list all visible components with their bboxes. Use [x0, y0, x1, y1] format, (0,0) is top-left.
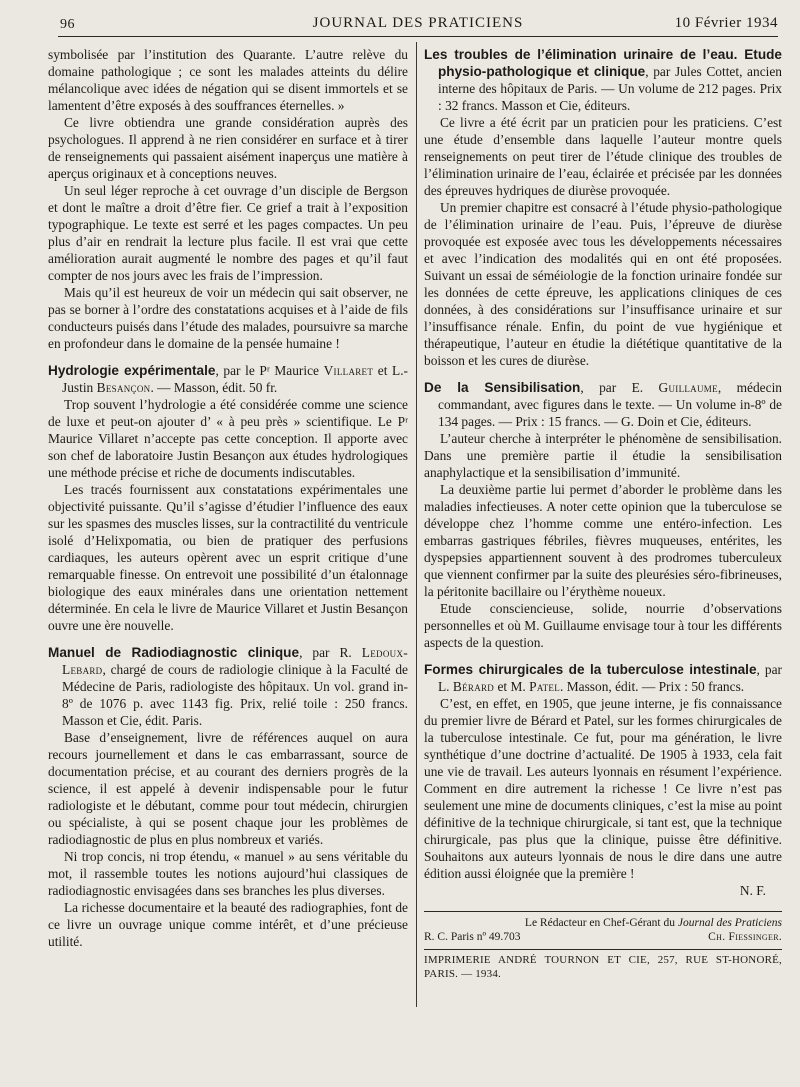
book-title: Manuel de Radiodiagnostic clinique: [48, 645, 300, 660]
column-divider: [416, 42, 417, 1007]
author-name: Bérard: [452, 679, 495, 694]
review-paragraph: symbolisée par l’institution des Quarante. L’autre relève du domaine pathologique ; ce sont les malades atteints du délire mélancolique avec idées de négation qui se disent immortels et se lamentent d’être exposés à des souffrances éternelles. »: [48, 47, 408, 113]
review-paragraph: Etude consciencieuse, solide, nourrie d’observations personnelles et où M. Guillaume envisage tour à tour les différents aspects de la question.: [424, 601, 782, 650]
book-title: Formes chirurgicales de la tuberculose intestinale: [424, 662, 757, 677]
author-name: Besançon: [96, 380, 151, 395]
review-paragraph: La deuxième partie lui permet d’aborder le problème dans les maladies infectieuses. A noter cette opinion que la tuberculose se développe chez l’homme comme une entéro-infection. Les embarras gastriques fébriles, fièvres muqueuses, entérites, les dyspepsies appartiennent souvent à des prodromes tuberculeux que viennent confirmer par la suite des pleurésies séro-fibrineuses, la péritonite bacillaire ou l’érythème noueux.: [424, 482, 782, 599]
review-paragraph: Un premier chapitre est consacré à l’étude physio-pathologique de l’élimination urinaire de l’eau. Puis, l’épreuve de diurèse provoquée est exposée avec tous les développements nécessaires et avec l’indication des modalités qui en ont été proposées. Suivant un essai de séméiologie de la fonction urinaire fondée sur les données de cette épreuve, les applications cliniques de ces données, à des considérations sur l’insuffisance urinaire et sur l’insuffisance rénale. Enfin, du point de vue hygiénique et thérapeutique, l’auteur en étudie la diététique quantitative de la boisson et les cures de diurèse.: [424, 200, 782, 368]
registry-number: R. C. Paris nº 49.703: [424, 931, 521, 943]
book-title: Les troubles de l’élimination urinaire de l’eau. Etude physio-pathologique et clinique: [424, 47, 782, 79]
review-paragraph: Les tracés fournissent aux constatations expérimentales une objectivité puissante. Qu’il s’agisse d’étudier l’influence des eaux sur les spasmes des muscles lisses, sur la contractilité du ventricule isolé d’Helixpomatia, ou bien de pratiquer des perfusions cardiaques, les auteurs opèrent avec un esprit critique d’une remarquable finesse. On entrevoit une possibilité d’un étalonnage biologique des eaux minérales dans une orientation nettement déterminée. En cela le livre de Maurice Villaret et Justin Besançon ouvre une ère nouvelle.: [48, 482, 408, 633]
page-footer: [424, 911, 782, 981]
review-signature: N. F.: [739, 883, 766, 898]
review-paragraph: Un seul léger reproche à cet ouvrage d’un disciple de Bergson et dont le maître a droit d’être fier. Ce grief a trait à l’exposition typographique. Le texte est serré et les pages compactes. Un peu plus d’air en rendrait la lecture plus facile. Il est vrai que cette amélioration aurait augmenté le nombre des pages et qu’il faut compter de nos jours avec les frais de l’impression.: [48, 183, 408, 283]
review-troubles-urinaires: [424, 46, 782, 369]
review-heading: Les troubles de l’élimination urinaire de l’eau. Etude physio-pathologique et clinique, par Jules Cottet, ancien interne des hôpitaux de Paris. — Un volume de 212 pages. Prix : 32 francs. Masson et Cie, éditeurs.: [424, 47, 782, 113]
editor-line: Le Rédacteur en Chef-Gérant du Journal des Praticiens: [524, 917, 782, 929]
registry-line: [424, 930, 782, 944]
author-name: Patel: [529, 679, 561, 694]
page-header: [58, 14, 778, 37]
issue-date: 10 Février 1934: [674, 15, 778, 31]
review-paragraph: C’est, en effet, en 1905, que jeune interne, je fis connaissance du premier livre de Bérard et Patel, sur les formes chirurgicales de la tuberculose intestinale. Ce fut, pour ma génération, le livre synthétique d’une doctrine d’actualité. De 1905 à 1933, cela fait une vie de travail. Les auteurs lyonnais en résument l’expérience. Comment en dire autrement la richesse ! Ce livre n’est pas seulement une mine de documents cliniques, c’est la mise au point définitive de la technique chirurgicale, si tant est, que la technique chirurgicale, pas plus que la clinique, puisse être définitive. Souhaitons aux auteurs lyonnais de nous le dire dans une autre édition aussi éloignée que la première !: [424, 696, 782, 881]
review-heading: Hydrologie expérimentale, par le Pʳ Maurice Villaret et L.-Justin Besançon. — Masson, édit. 50 fr.: [48, 363, 408, 395]
author-name: Villaret: [323, 363, 374, 378]
review-heading: Manuel de Radiodiagnostic clinique, par R. Ledoux-Lebard, chargé de cours de radiologie clinique à la Faculté de Médecine de Paris, radiologiste des hôpitaux. Un vol. grand in-8º de 1076 p. avec 1143 fig. Prix, relié toile : 250 francs. Masson et Cie, édit. Paris.: [48, 645, 408, 728]
printer-imprint: IMPRIMERIE ANDRÉ TOURNON ET CIE, 257, RUE ST-HONORÉ, PARIS. — 1934.: [424, 949, 782, 981]
journal-title: JOURNAL DES PRATICIENS: [312, 15, 524, 31]
book-title: De la Sensibilisation: [424, 380, 581, 395]
review-paragraph: Ni trop concis, ni trop étendu, « manuel » au sens véritable du mot, il rassemble toutes les notions aujourd’hui classiques de radiodiagnostic envisagées dans ses branches les plus diverses.: [48, 849, 408, 898]
review-heading: De la Sensibilisation, par E. Guillaume, médecin commandant, avec figures dans le texte. — Un volume in-8º de 134 pages. — Prix : 15 francs. — G. Doin et Cie, éditeurs.: [424, 380, 782, 429]
editor-name: Ch. Fiessinger.: [708, 931, 782, 943]
review-radiodiagnostic: [48, 644, 408, 950]
review-hydrologie: [48, 362, 408, 634]
review-tuberculose: [424, 661, 782, 899]
review-paragraph: Ce livre a été écrit par un praticien pour les praticiens. C’est une étude d’ensemble dans laquelle l’auteur montre quels renseignements on peut tirer de l’étude clinique des troubles de l’élimination urinaire de l’eau, éclairée et précisée par les données des épreuves hydriques de diurèse provoquée.: [424, 115, 782, 198]
page-number: 96: [60, 17, 75, 32]
author-name: Ledoux-Lebard: [62, 645, 408, 677]
author-name: Guillaume: [658, 380, 718, 395]
left-column: [48, 46, 408, 950]
right-column: [424, 46, 782, 981]
review-paragraph: L’auteur cherche à interpréter le phénomène de sensibilisation. Dans une première partie il étudie la sensibilisation anaphylactique et la sensibilisation d’immunité.: [424, 431, 782, 480]
review-paragraph: Base d’enseignement, livre de références auquel on aura recours journellement et dans le cas embarrassant, source de documentation précise, et au courant des derniers progrès de la science, il est appelé à devenir indispensable pour le futur radiologiste et le débutant, comme pour tout médecin, chirurgien ou spécialiste, à qui se posent chaque jour les problèmes de radiodiagnostic de plus en plus nombreux et variés.: [48, 730, 408, 847]
review-paragraph: Mais qu’il est heureux de voir un médecin qui sait observer, ne pas se borner à l’ordre des constatations acquises et à l’aide de fils conducteurs puisés dans l’étude des malades, poursuivre sa marche en profondeur dans le domaine de la pensée humaine !: [48, 285, 408, 351]
review-sensibilisation: [424, 379, 782, 651]
review-heading: Formes chirurgicales de la tuberculose intestinale, par L. Bérard et M. Patel. Masson, édit. — Prix : 50 francs.: [424, 662, 783, 694]
review-paragraph: Ce livre obtiendra une grande considération auprès des psychologues. Il apprend à ne rien considérer en surface et à tirer de renseignements qui passaient aisément inaperçus une matière à aperçus originaux et à conceptions neuves.: [48, 115, 408, 181]
book-title: Hydrologie expérimentale: [48, 363, 216, 378]
review-paragraph: La richesse documentaire et la beauté des radiographies, font de ce livre un ouvrage unique comme intérêt, et d’une précieuse utilité.: [48, 900, 408, 949]
review-paragraph: Trop souvent l’hydrologie a été considérée comme une science de luxe et peut-on ajouter d’ « à peu près » scientifique. Le Pʳ Maurice Villaret n’accepte pas cette conception. Il apporte avec son chef de laboratoire Justin Besançon aux études hydrologiques une méthode précise et riche de documents indiscutables.: [48, 397, 408, 480]
